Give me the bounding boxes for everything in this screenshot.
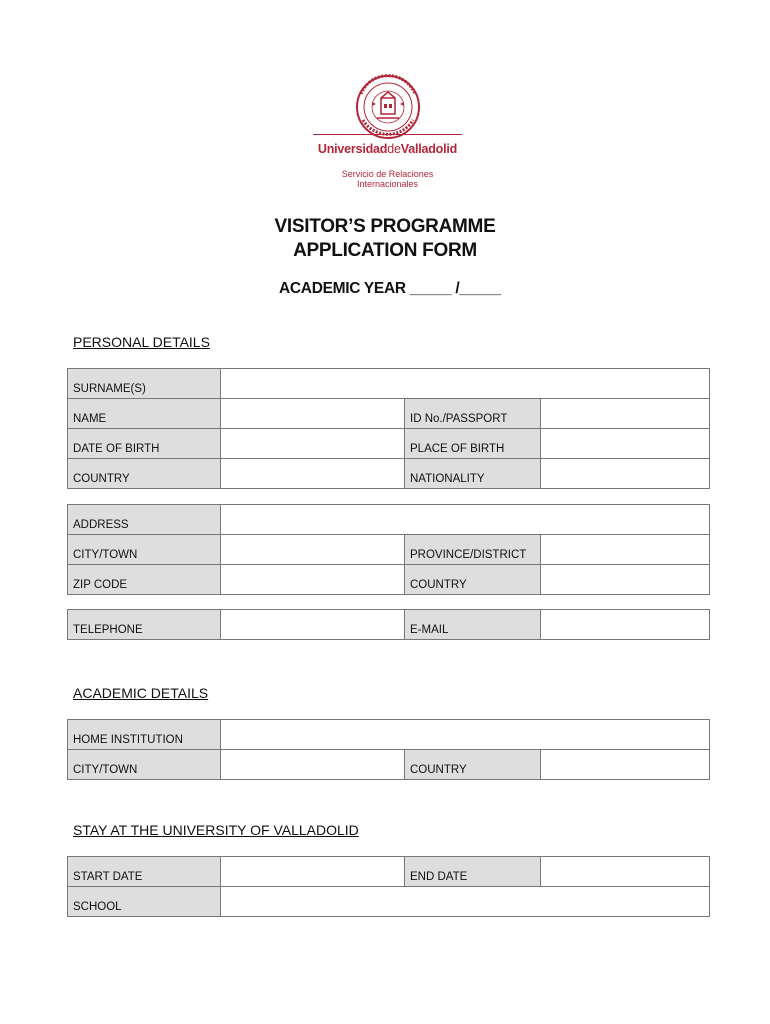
end-date-field[interactable] (541, 857, 710, 887)
name-field[interactable] (221, 399, 405, 429)
address-country-label: COUNTRY (405, 565, 541, 595)
country-field[interactable] (221, 459, 405, 489)
start-date-field[interactable] (221, 857, 405, 887)
table-row (68, 459, 710, 489)
table-row (68, 505, 710, 535)
table-row (68, 610, 710, 640)
zip-code-label: ZIP CODE (68, 565, 221, 595)
section-personal-details: PERSONAL DETAILS (73, 334, 210, 350)
stay-table (67, 856, 710, 917)
nationality-label: NATIONALITY (405, 459, 541, 489)
address-table (67, 504, 710, 595)
department-name: Servicio de Relaciones Internacionales (341, 169, 434, 189)
province-district-label: PROVINCE/DISTRICT (405, 535, 541, 565)
home-institution-label: HOME INSTITUTION (68, 720, 221, 750)
name-label: NAME (68, 399, 221, 429)
academic-city-town-field[interactable] (221, 750, 405, 780)
form-title-line1: VISITOR’S PROGRAMME (274, 216, 496, 237)
id-passport-field[interactable] (541, 399, 710, 429)
date-of-birth-label: DATE OF BIRTH (68, 429, 221, 459)
academic-year-heading: ACADEMIC YEAR _____ /_____ (279, 280, 501, 297)
end-date-label: END DATE (405, 857, 541, 887)
school-label: SCHOOL (68, 887, 221, 917)
surname-field[interactable] (221, 369, 710, 399)
id-passport-label: ID No./PASSPORT (405, 399, 541, 429)
academic-country-field[interactable] (541, 750, 710, 780)
place-of-birth-label: PLACE OF BIRTH (405, 429, 541, 459)
surname-label: SURNAME(S) (68, 369, 221, 399)
academic-country-label: COUNTRY (405, 750, 541, 780)
section-stay-uva: STAY AT THE UNIVERSITY OF VALLADOLID (73, 822, 359, 838)
table-row (68, 429, 710, 459)
telephone-field[interactable] (221, 610, 405, 640)
email-field[interactable] (541, 610, 710, 640)
school-field[interactable] (221, 887, 710, 917)
address-label: ADDRESS (68, 505, 221, 535)
country-label: COUNTRY (68, 459, 221, 489)
form-title-line2: APPLICATION FORM (293, 240, 477, 261)
telephone-label: TELEPHONE (68, 610, 221, 640)
personal-details-table (67, 368, 710, 489)
section-academic-details: ACADEMIC DETAILS (73, 685, 209, 701)
email-label: E-MAIL (405, 610, 541, 640)
city-town-field[interactable] (221, 535, 405, 565)
address-country-field[interactable] (541, 565, 710, 595)
university-seal-logo (355, 74, 421, 140)
province-district-field[interactable] (541, 535, 710, 565)
table-row (68, 399, 710, 429)
place-of-birth-field[interactable] (541, 429, 710, 459)
date-of-birth-field[interactable] (221, 429, 405, 459)
table-row (68, 887, 710, 917)
city-town-label: CITY/TOWN (68, 535, 221, 565)
home-institution-field[interactable] (221, 720, 710, 750)
zip-code-field[interactable] (221, 565, 405, 595)
nationality-field[interactable] (541, 459, 710, 489)
university-name: UniversidaddeValladolid (317, 142, 458, 156)
academic-details-table (67, 719, 710, 780)
address-field[interactable] (221, 505, 710, 535)
brand-divider (313, 134, 462, 135)
table-row (68, 720, 710, 750)
table-row (68, 369, 710, 399)
table-row (68, 750, 710, 780)
table-row (68, 565, 710, 595)
contact-table (67, 609, 710, 640)
table-row (68, 857, 710, 887)
table-row (68, 535, 710, 565)
start-date-label: START DATE (68, 857, 221, 887)
academic-city-town-label: CITY/TOWN (68, 750, 221, 780)
